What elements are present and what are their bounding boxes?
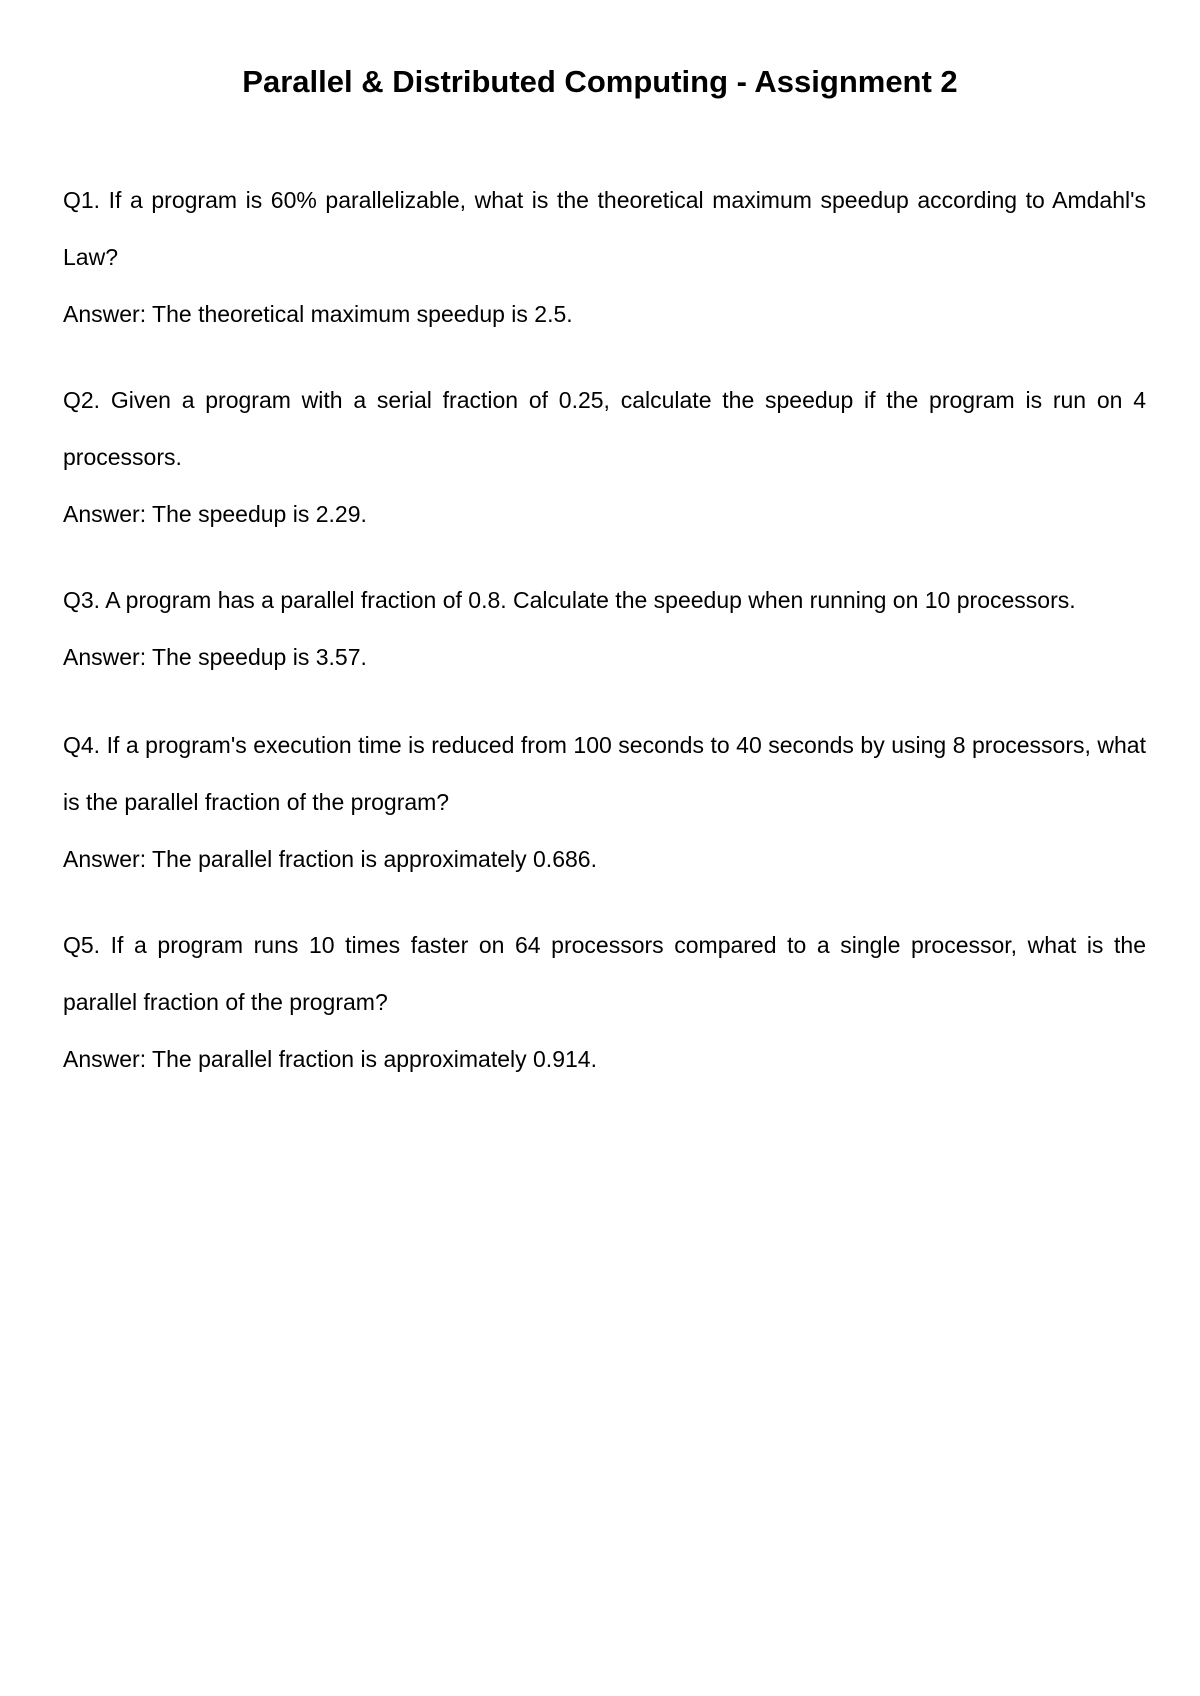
answer-2-text: Answer: The speedup is 2.29. (63, 501, 367, 527)
document-title: Parallel & Distributed Computing - Assignment 2 (242, 64, 958, 99)
question-block-2 (63, 372, 1146, 543)
question-1-text: Q1. If a program is 60% parallelizable, what is the theoretical maximum speedup according to Amdahl's Law? (63, 187, 1146, 270)
question-block-1 (63, 172, 1146, 343)
answer-1-text: Answer: The theoretical maximum speedup is 2.5. (63, 301, 573, 327)
answer-4-text: Answer: The parallel fraction is approximately 0.686. (63, 846, 597, 872)
question-5-text: Q5. If a program runs 10 times faster on 64 processors compared to a single processor, what is the parallel fraction of the program? (63, 932, 1146, 1015)
question-4-text: Q4. If a program's execution time is reduced from 100 seconds to 40 seconds by using 8 processors, what is the parallel fraction of the program? (63, 732, 1146, 815)
answer-5-text: Answer: The parallel fraction is approximately 0.914. (63, 1046, 597, 1072)
answer-3-text: Answer: The speedup is 3.57. (63, 644, 367, 670)
question-3-text: Q3. A program has a parallel fraction of 0.8. Calculate the speedup when running on 10 processors. (63, 587, 1076, 613)
question-block-4 (63, 717, 1146, 888)
question-block-5 (63, 917, 1146, 1088)
question-2-text: Q2. Given a program with a serial fraction of 0.25, calculate the speedup if the program is run on 4 processors. (63, 387, 1146, 470)
question-block-3 (63, 572, 1146, 686)
